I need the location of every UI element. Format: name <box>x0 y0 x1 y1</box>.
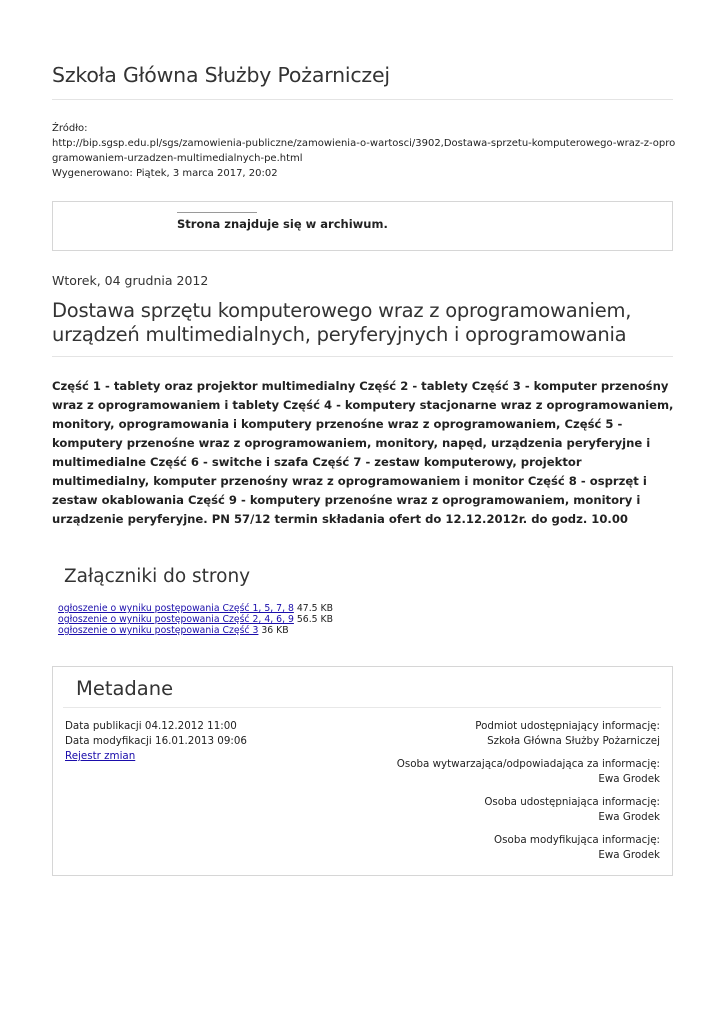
article-date: Wtorek, 04 grudnia 2012 <box>52 273 209 288</box>
generated-date: Wygenerowano: Piątek, 3 marca 2017, 20:02 <box>52 168 278 179</box>
modification-date: Data modyfikacji 16.01.2013 09:06 <box>65 735 247 747</box>
attachment-link[interactable]: ogłoszenie o wyniku postępowania Część 3 <box>58 625 259 636</box>
publication-date: Data publikacji 04.12.2012 11:00 <box>65 720 237 732</box>
archive-message: Strona znajduje się w archiwum. <box>177 217 388 231</box>
metadata-entry-value: Szkoła Główna Służby Pożarniczej <box>487 735 660 747</box>
attachments-heading: Załączniki do strony <box>64 566 251 587</box>
metadata-panel <box>52 666 673 876</box>
metadata-entry <box>397 757 660 787</box>
source-info <box>52 121 677 181</box>
attachment-link[interactable]: ogłoszenie o wyniku postępowania Część 1, 5, 7, 8 <box>58 603 294 614</box>
attachment-size: 47.5 KB <box>296 603 333 614</box>
metadata-entry-value: Ewa Grodek <box>598 811 660 823</box>
archive-notice-rule <box>177 212 257 213</box>
title-divider <box>52 356 673 357</box>
metadata-entry-value: Ewa Grodek <box>598 849 660 861</box>
metadata-heading: Metadane <box>76 677 174 700</box>
metadata-entry <box>397 719 660 749</box>
metadata-entry <box>397 833 660 863</box>
metadata-entry-value: Ewa Grodek <box>598 773 660 785</box>
metadata-dates <box>65 719 247 764</box>
page-title: Dostawa sprzętu komputerowego wraz z oprogramowaniem, urządzeń multimedialnych, peryferyjnych i oprogramowania <box>52 299 632 346</box>
metadata-entry-label: Osoba udostępniająca informację: <box>484 796 660 808</box>
site-title: Szkoła Główna Służby Pożarniczej <box>52 63 390 87</box>
attachments-list <box>58 603 333 636</box>
source-url: http://bip.sgsp.edu.pl/sgs/zamowienia-publiczne/zamowienia-o-wartosci/3902,Dostawa-sprzetu-komputerowego-wraz-z-oprogramowaniem-urzadzen-multimedialnych-pe.html <box>52 138 676 164</box>
metadata-entry-label: Osoba wytwarzająca/odpowiadająca za informację: <box>396 758 660 770</box>
attachment-item <box>58 625 333 636</box>
archive-notice <box>52 201 673 251</box>
changelog-link[interactable]: Rejestr zmian <box>65 750 136 762</box>
article-body: Część 1 - tablety oraz projektor multimedialny Część 2 - tablety Część 3 - komputer przenośny wraz z oprogramowaniem i tablety Część 4 - komputery stacjonarne wraz z oprogramowaniem, monitory, oprogramowania i komputery przenośne wraz z oprogramowaniem, Część 5 - komputery przenośne wraz z oprogramowaniem, monitory, napęd, urządzenia peryferyjne i multimedialne Część 6 - switche i szafa Część 7 - zestaw komputerowy, projektor multimedialny, komputer przenośny wraz z oprogramowaniem i monitor Część 8 - osprzęt i zestaw okablowania Część 9 - komputery przenośne wraz z oprogramowaniem, monitory i urządzenie peryferyjne. PN 57/12 termin składania ofert do 12.12.2012r. do godz. 10.00 <box>52 379 674 526</box>
attachment-item <box>58 614 333 625</box>
metadata-entry <box>397 795 660 825</box>
metadata-entry-label: Podmiot udostępniający informację: <box>475 720 660 732</box>
attachment-item <box>58 603 333 614</box>
attachment-link[interactable]: ogłoszenie o wyniku postępowania Część 2, 4, 6, 9 <box>58 614 294 625</box>
attachment-size: 36 KB <box>261 625 289 636</box>
attachment-size: 56.5 KB <box>296 614 333 625</box>
source-label: Źródło: <box>52 123 88 134</box>
metadata-people <box>397 719 660 871</box>
metadata-divider <box>63 707 661 708</box>
header-divider <box>52 99 673 100</box>
metadata-entry-label: Osoba modyfikująca informację: <box>494 834 660 846</box>
